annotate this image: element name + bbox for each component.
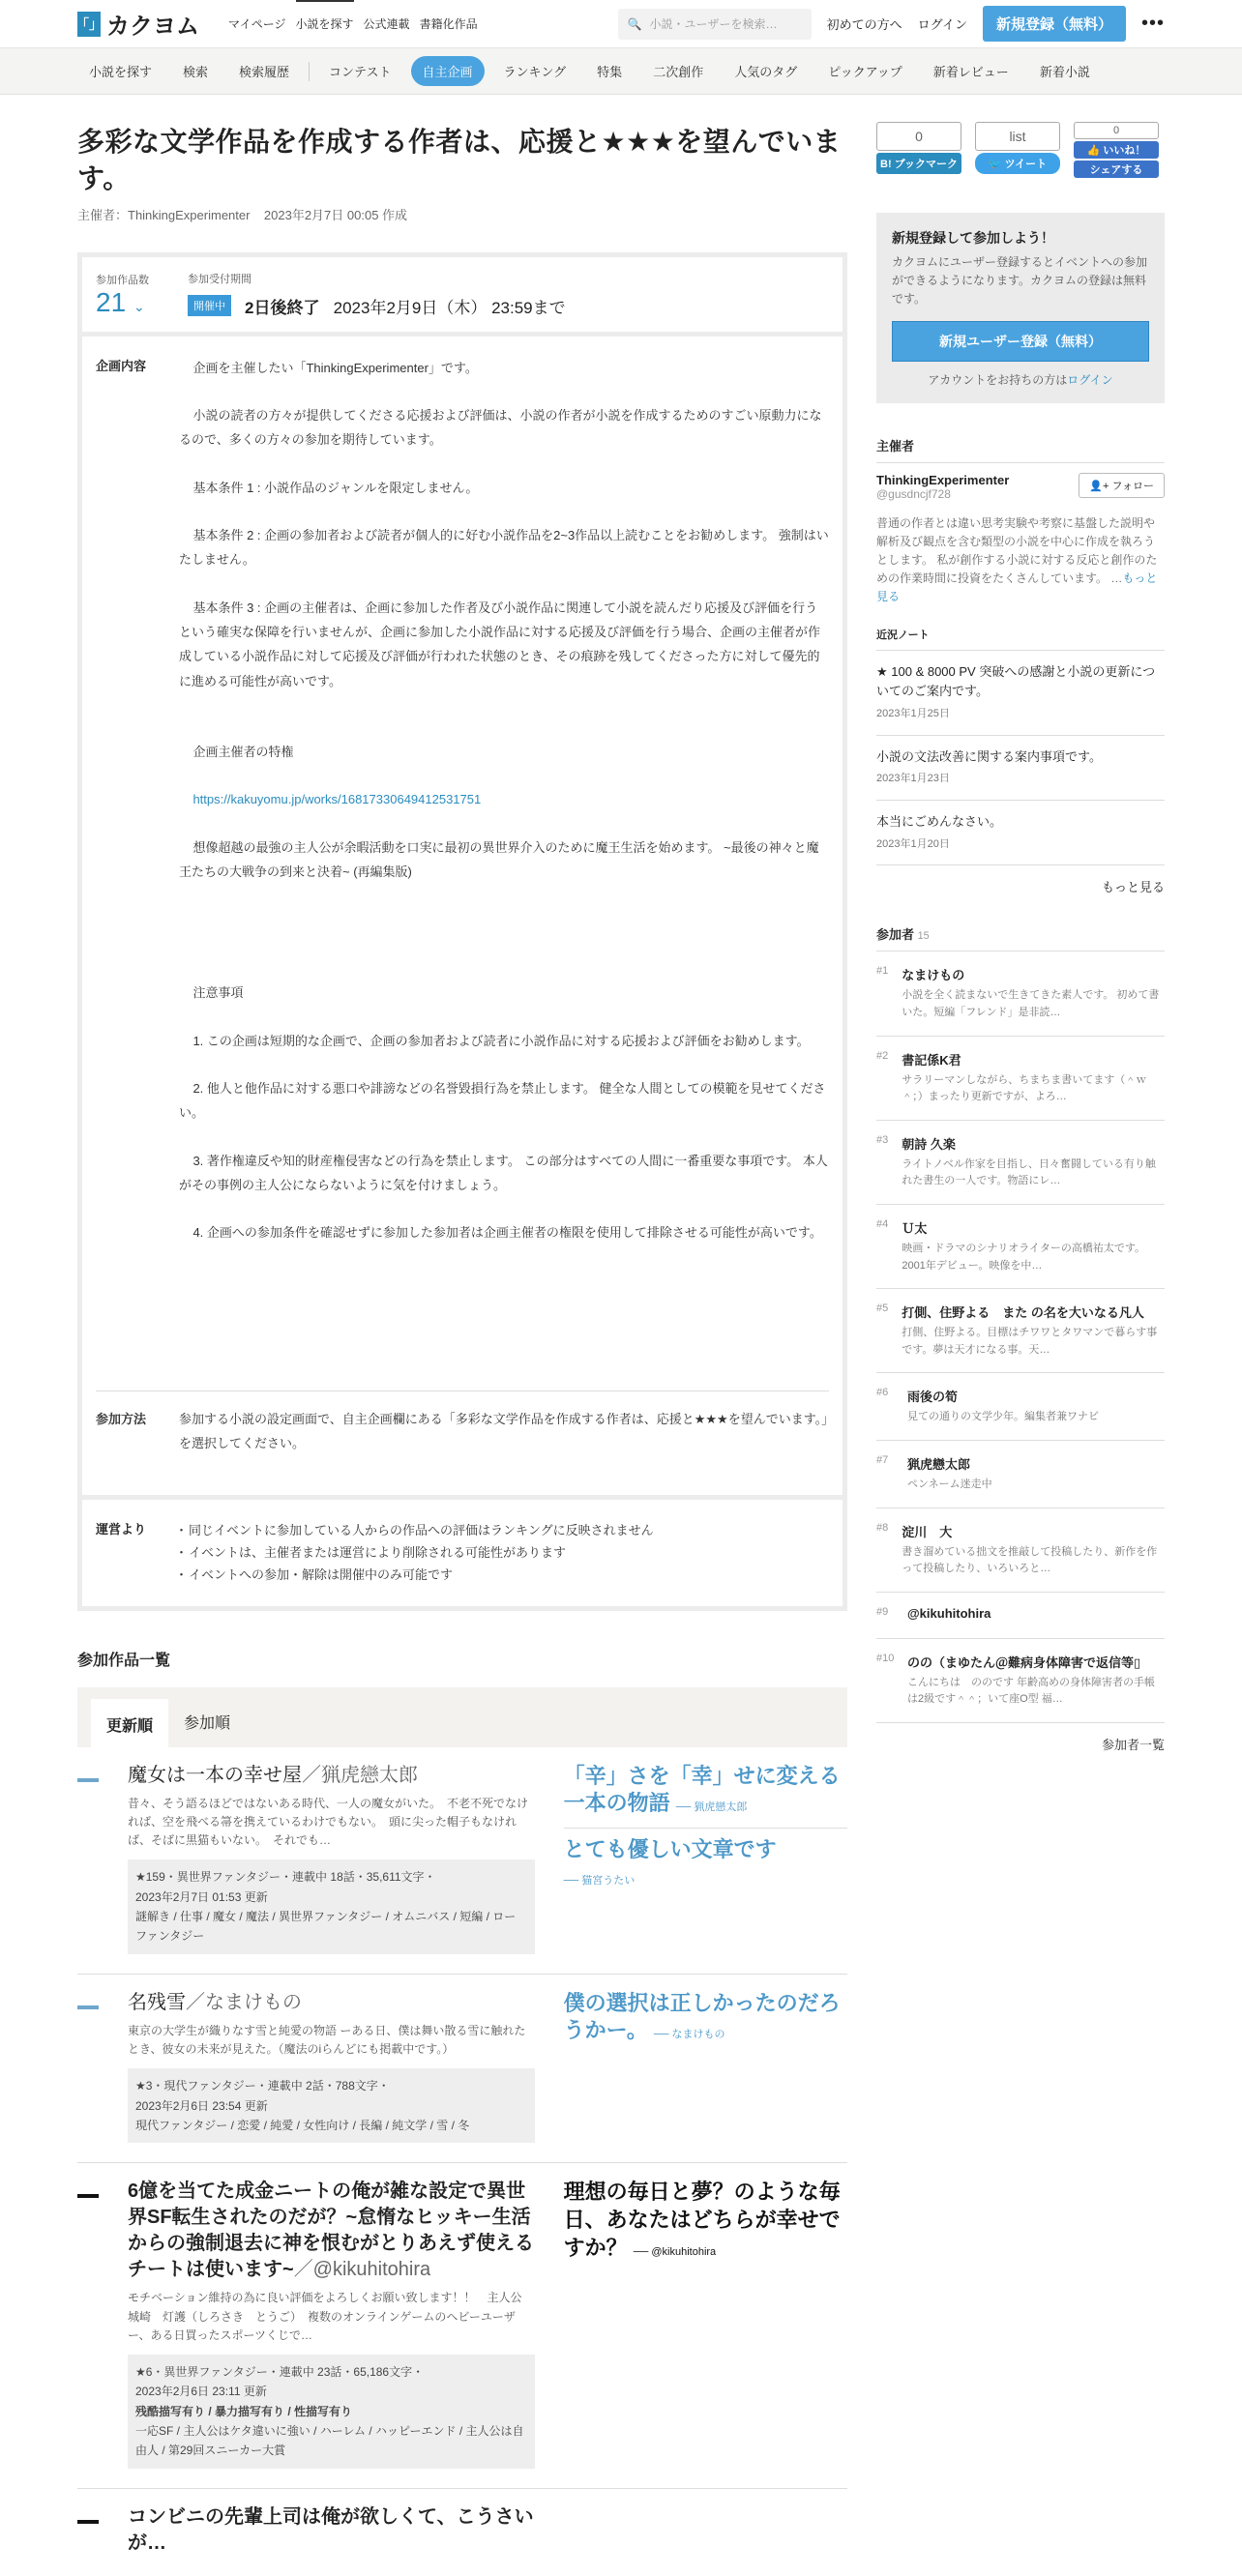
signup-box xyxy=(876,213,1165,403)
review-item[interactable] xyxy=(564,1836,847,1891)
first-time-link[interactable]: 初めての方へ xyxy=(826,17,902,32)
subnav-features[interactable]: 特集 xyxy=(597,65,623,79)
note-title: ★ 100 & 8000 PV 突破への感謝と小説の更新についてのご案内です。 xyxy=(876,663,1156,699)
nav-search-novels[interactable]: 小説を探す xyxy=(296,0,354,47)
period-label: 参加受付期間 xyxy=(188,273,251,285)
participant-rank: #8 xyxy=(876,1521,889,1534)
body-p5: 基本条件 3 : 企画の主催者は、企画に参加した作者及び小説作品に関連して小説を読んだり応援及び評価を行うという確実な保障を行いませんが、企画に参加した小説作品に対する応援及び評価を行う場合、企画の主催者が作成している小説作品に対して応援及び評価が行われた状態のとき、その痕跡を残してくださった方に対して優先的に進める可能性が高いです。 xyxy=(179,600,821,688)
how-text: 参加する小説の設定画面で、自主企画欄にある「多彩な文学作品を作成する作者は、応援と★★★を望んでいます。」を選択してください。 xyxy=(179,1411,828,1451)
thumbs-up-icon: 👍 xyxy=(1086,144,1101,157)
body-privilege: 企画主催者の特権 xyxy=(192,745,294,760)
work-author[interactable]: ／猟虎戀太郎 xyxy=(302,1764,418,1786)
event-card xyxy=(77,252,847,1611)
entries-count: 21 xyxy=(96,286,127,317)
tweet-label: ツイート xyxy=(1004,159,1048,170)
work-title[interactable]: 名残雪 xyxy=(128,1991,186,2013)
work-item xyxy=(77,1747,847,1975)
participant-desc: 見ての通りの文学少年。編集者兼ワナビ xyxy=(907,1411,1099,1423)
subnav-pickup[interactable]: ピックアップ xyxy=(828,65,902,79)
body-p3: 基本条件 1 : 小説作品のジャンルを限定しません。 xyxy=(192,480,479,495)
how-label: 参加方法 xyxy=(96,1411,147,1426)
body-rule1: 1. この企画は短期的な企画で、企画の参加者および読者に小説作品に対する応援および評価をお勧めします。 xyxy=(192,1033,810,1048)
body-link[interactable]: https://kakuyomu.jp/works/16817330649412531751 xyxy=(192,792,482,807)
note-date: 2023年1月25日 xyxy=(876,708,950,720)
body-p8: 想像超越の最強の主人公が余暇活動を口実に最初の異世界介入のために魔王生活を始めます。 ~最後の神々と魔王たちの大戦争の到来と決着~ (再編集版) xyxy=(179,839,819,880)
kakuyomu-logo[interactable]: 「」 カクヨム xyxy=(77,7,199,41)
work-stats: ★6・異世界ファンタジー・連載中 23話・65,186文字・ xyxy=(135,2364,425,2379)
ops-item: ・ 同じイベントに参加している人からの作品への評価はランキングに反映されません xyxy=(179,1519,654,1541)
work-tags: 謎解き / 仕事 / 魔女 / 魔法 / 異世界ファンタジー / オムニバス / 短編 / ローファンタジー xyxy=(135,1910,517,1944)
remaining-text: 2日後終了 xyxy=(245,298,320,317)
review-title: 「辛」さを「幸」せに変える一本の物語 xyxy=(563,1763,841,1816)
work-marker xyxy=(77,1778,99,1782)
ops-item: ・ イベントへの参加・解除は開催中のみ可能です xyxy=(179,1564,654,1586)
share-buttons xyxy=(876,122,1165,178)
participant-rank: #7 xyxy=(876,1454,889,1466)
participant-name: 朝詩 久楽 xyxy=(902,1136,956,1152)
more-menu-icon[interactable]: ••• xyxy=(1140,13,1165,34)
chevron-down-icon[interactable]: ⌄ xyxy=(133,298,145,314)
note-item[interactable] xyxy=(876,651,1165,736)
sidebar xyxy=(876,124,1165,2576)
work-title[interactable]: 魔女は一本の幸せ屋 xyxy=(128,1764,302,1786)
participant-item[interactable] xyxy=(876,1441,1165,1508)
account-text: アカウントをお持ちの方は xyxy=(928,372,1068,387)
work-item xyxy=(77,2163,847,2489)
logo-mark-icon: 「」 xyxy=(77,12,101,37)
participant-desc: こんにちは ののです 年齢高めの身体障害者の手帳は2級です＾＾；いて座O型 福… xyxy=(907,1676,1156,1706)
tab-updated[interactable]: 更新順 xyxy=(91,1699,168,1747)
review-title: 理想の毎日と夢？のような毎日、あなたはどちらが幸せですか？ xyxy=(563,2180,841,2260)
subnav-fanfic[interactable]: 二次創作 xyxy=(653,65,704,79)
review-title: 僕の選択は正しかったのだろうかー。 xyxy=(563,1990,841,2043)
work-author[interactable]: ／@kikuhitohira xyxy=(293,2259,431,2281)
body-p2: 小説の読者の方々が提供してくださる応援および評価は、小説の作者が小説を作成するためのすごい原動力になるので、多くの方々の参加を期待しています。 xyxy=(179,407,822,448)
participant-item[interactable] xyxy=(876,1639,1165,1723)
participant-rank: #2 xyxy=(876,1049,889,1062)
work-tags: 現代ファンタジー / 恋愛 / 純愛 / 女性向け / 長編 / 純文学 / 雪 / 冬 xyxy=(135,2118,470,2132)
hatena-count: 0 xyxy=(876,122,961,151)
participant-rank: #9 xyxy=(876,1605,889,1618)
participants-title: 参加者 xyxy=(876,927,915,943)
participants-list-link[interactable]: 参加者一覧 xyxy=(1101,1737,1165,1752)
participant-desc: 打側、住野よる。目標はチワワとタワマンで暮らす事です。夢は天才になる事。天… xyxy=(902,1327,1158,1356)
event-title: 多彩な文学作品を作成する作者は、応援と★★★を望んでいます。 xyxy=(77,127,842,193)
subnav-contest[interactable]: コンテスト xyxy=(329,65,392,79)
work-info xyxy=(128,2355,535,2469)
body-p1: 企画を主催したい「ThinkingExperimenter」です。 xyxy=(192,360,478,375)
follow-button[interactable] xyxy=(1079,473,1165,498)
tweet-count: list xyxy=(975,122,1060,151)
work-item xyxy=(77,2489,847,2576)
work-stats: ★159・異世界ファンタジー・連載中 18話・35,611文字・ xyxy=(135,1870,436,1885)
nav-books[interactable]: 書籍化作品 xyxy=(419,17,478,31)
participant-name: @kikuhitohira xyxy=(907,1605,991,1621)
participant-rank: #4 xyxy=(876,1218,889,1231)
share-button[interactable]: シェアする xyxy=(1074,161,1159,178)
nav-official[interactable]: 公式連載 xyxy=(363,17,410,31)
work-updated: 2023年2月7日 01:53 更新 xyxy=(135,1889,268,1904)
participant-desc: ペンネーム迷走中 xyxy=(907,1478,992,1490)
signup-button[interactable]: 新規ユーザー登録（無料） xyxy=(892,321,1149,362)
divider xyxy=(309,62,310,81)
work-title[interactable]: 6億を当てた成金ニートの俺が雑な設定で異世界SF転生されたのだが？~怠惰なヒッキー生活からの強制退去に神を恨むがとりあえず使えるチートは使います~ xyxy=(128,2181,534,2281)
work-warnings: 残酷描写有り / 暴力描写有り / 性描写有り xyxy=(135,2404,353,2418)
note-title: 本当にごめんなさい。 xyxy=(876,814,1003,830)
works-heading: 参加作品一覧 xyxy=(77,1652,171,1669)
deadline-text: 2023年2月9日（木） 23:59まで xyxy=(333,298,566,317)
bio-more-link[interactable]: もっと見る xyxy=(876,571,1158,604)
ops-label: 運営より xyxy=(96,1521,147,1537)
user-plus-icon: 👤+ xyxy=(1089,480,1109,492)
notes-heading: 近況ノート xyxy=(876,627,1165,651)
participants-list xyxy=(876,951,1165,1723)
organizer-id: @gusdncjf728 xyxy=(876,486,951,501)
note-item[interactable] xyxy=(876,801,1165,865)
review-author: ── @kikuhitohira xyxy=(633,2245,717,2258)
review-author: ── なまけもの xyxy=(653,2029,725,2041)
review-author: ── 猫宮うたい xyxy=(563,1875,636,1888)
review-title: とても優しい文章です xyxy=(563,1836,777,1861)
participants-count: 15 xyxy=(917,930,930,943)
participant-desc: サラリーマンしながら、ちまちま書いてます（＾ｗ＾；）まったり更新ですが、よろ… xyxy=(902,1073,1147,1103)
work-item xyxy=(77,1975,847,2164)
content-label: 企画内容 xyxy=(96,358,147,373)
participants-heading xyxy=(876,924,1165,951)
subnav-new-reviews[interactable]: 新着レビュー xyxy=(932,65,1009,79)
participant-name: 淀川 大 xyxy=(902,1524,953,1539)
login-link[interactable]: ログイン xyxy=(917,17,967,32)
work-tags: 一応SF / 主人公はケタ違いに強い / ハーレム / ハッピーエンド / 主人公は自由人 / 第29回スニーカー大賞 xyxy=(135,2424,524,2458)
participant-name: 雨後の筍 xyxy=(907,1390,959,1405)
global-header xyxy=(0,0,1242,48)
sub-nav xyxy=(0,48,1242,95)
work-excerpt: モチベーション維持の為に良い評価をよろしくお願い致します！！ 主人公 城崎 灯護（しろさき とうご） 複数のオンラインゲームのヘビーユーザー、ある日買ったスポーツくじで… xyxy=(128,2291,534,2342)
main-column xyxy=(77,124,847,2576)
bird-icon: 🐦 xyxy=(988,158,1002,170)
participant-rank: #5 xyxy=(876,1303,889,1315)
work-marker xyxy=(77,2005,99,2009)
participant-item[interactable] xyxy=(876,1508,1165,1593)
subnav-ranking[interactable]: ランキング xyxy=(503,65,567,79)
review-item[interactable] xyxy=(564,2179,847,2262)
like-button[interactable] xyxy=(1074,141,1159,159)
ops-item: ・ イベントは、主催者または運営により削除される可能性があります xyxy=(179,1541,654,1564)
work-stats: ★3・現代ファンタジー・連載中 2話・788文字・ xyxy=(135,2079,390,2093)
participant-rank: #1 xyxy=(876,965,889,978)
like-label: いいね！ xyxy=(1103,145,1146,157)
work-updated: 2023年2月6日 23:54 更新 xyxy=(135,2098,268,2113)
work-updated: 2023年2月6日 23:11 更新 xyxy=(135,2385,267,2399)
work-excerpt: 昔々、そう語るほどではないある時代、一人の魔女がいた。 不老不死でなければ、空を飛べる箒を携えているわけでもない。 頭に尖った帽子もなければ、そばに黒猫もいない。 それでも… xyxy=(128,1796,529,1848)
participant-item[interactable] xyxy=(876,1205,1165,1289)
participant-name: 猟虎戀太郎 xyxy=(907,1457,971,1472)
entries-label: 参加作品数 xyxy=(96,274,149,286)
participant-item[interactable] xyxy=(876,1373,1165,1441)
hatena-button[interactable]: B! ブックマーク xyxy=(876,153,961,174)
participant-desc: 映画・ドラマのシナリオライターの高橋祐太です。2001年デビュー。映像を中… xyxy=(902,1243,1146,1272)
participant-item[interactable] xyxy=(876,1121,1165,1205)
organizer-profile xyxy=(876,463,1165,607)
organizer-label[interactable]: 主催者：ThinkingExperimenter xyxy=(77,207,251,222)
participant-name: 書記係K君 xyxy=(902,1052,961,1068)
work-excerpt: 東京の大学生が織りなす雪と純愛の物語 ーある日、僕は舞い散る雪に触れたとき、彼女の未来が見えた。（魔法のiらんどにも掲載中です。） xyxy=(128,2023,526,2056)
participant-name: 打側、住野よる また の名を大いなる凡人 xyxy=(902,1305,1144,1321)
work-author[interactable]: ／なまけもの xyxy=(186,1991,302,2013)
signup-title: 新規登録して参加しよう！ xyxy=(892,230,1054,246)
work-info xyxy=(128,1859,535,1954)
participant-rank: #3 xyxy=(876,1133,889,1146)
subnav-tags[interactable]: 人気のタグ xyxy=(734,65,798,79)
login-link[interactable]: ログイン xyxy=(1067,372,1113,387)
note-item[interactable] xyxy=(876,736,1165,801)
participant-rank: #10 xyxy=(876,1652,895,1664)
participant-desc: ライトノベル作家を目指し、日々奮闘している有り触れた書生の一人です。物語にレ… xyxy=(902,1157,1156,1187)
body-rule2: 2. 他人と他作品に対する悪口や誹謗などの名誉毀損行為を禁止します。 健全な人間としての模範を見せてください。 xyxy=(179,1081,826,1121)
fb-count: 0 xyxy=(1074,122,1159,139)
body-rule3: 3. 著作権違反や知的財産権侵害などの行為を禁止します。 この部分はすべての人間に一番重要な事項です。 本人がその事例の主人公にならないように気を付けましょう。 xyxy=(179,1153,828,1193)
participant-item[interactable] xyxy=(876,951,1165,1036)
subnav-user-events[interactable]: 自主企画 xyxy=(411,56,485,86)
subnav-new-novels[interactable]: 新着小説 xyxy=(1039,65,1090,79)
created-date: 2023年2月7日 00:05 作成 xyxy=(263,207,408,222)
works-tabs xyxy=(77,1687,847,1747)
participant-desc: 小説を全く読まないで生きてきた素人です。 初めて書いた。短編「フレンド」是非読… xyxy=(902,989,1160,1019)
review-item[interactable] xyxy=(564,1763,847,1818)
organizer-heading: 主催者 xyxy=(876,436,1165,463)
note-title: 小説の文法改善に関する案内事項です。 xyxy=(876,748,1102,764)
search-input[interactable]: 🔍 小説・ユーザーを検索… xyxy=(618,9,812,40)
tab-joined[interactable]: 参加順 xyxy=(184,1714,231,1732)
body-rule4: 4. 企画への参加条件を確認せずに参加した参加者は企画主催者の権限を使用して排除させる可能性が高いです。 xyxy=(192,1225,822,1241)
participant-rank: #6 xyxy=(876,1387,889,1399)
participant-name: なまけもの xyxy=(902,968,965,983)
register-button[interactable]: 新規登録（無料） xyxy=(983,6,1126,42)
work-info xyxy=(128,2068,535,2143)
subnav-history[interactable]: 検索履歴 xyxy=(239,65,290,79)
work-marker xyxy=(77,2520,99,2524)
subnav-search[interactable]: 検索 xyxy=(183,65,209,79)
follow-label: フォロー xyxy=(1111,480,1154,492)
organizer-name[interactable]: ThinkingExperimenter xyxy=(876,472,1010,487)
review-item[interactable] xyxy=(564,1990,847,2045)
review-author: ── 猟虎戀太郎 xyxy=(675,1801,748,1814)
body-caution: 注意事項 xyxy=(192,985,244,1001)
signup-text: カクヨムにユーザー登録するとイベントへの参加ができるようになります。カクヨムの登録は無料です。 xyxy=(892,255,1148,307)
note-date: 2023年1月23日 xyxy=(876,773,950,785)
tweet-button[interactable] xyxy=(975,153,1060,174)
global-nav xyxy=(228,0,478,47)
organizer-bio: 普通の作者とは違い思考実験や考察に基盤した説明や解析及び観点を含む類型の小説を中心に作成を執ろうとします。 私が創作する小説に対する反応と創作のための作業時間に投資をたくさんしています。 … xyxy=(876,515,1158,586)
participant-item[interactable] xyxy=(876,1593,1165,1639)
note-date: 2023年1月20日 xyxy=(876,837,950,850)
search-icon: 🔍 xyxy=(627,16,642,31)
status-badge: 開催中 xyxy=(188,295,231,316)
participant-desc: 書き溜めている拙文を推敲して投稿したり、新作を作って投稿したり、いろいろと… xyxy=(902,1545,1158,1575)
work-title[interactable]: コンビニの先輩上司は俺が欲しくて、こうさいが… xyxy=(128,2505,534,2554)
notes-more-link[interactable]: もっと見る xyxy=(1101,880,1165,895)
subnav-search-novels[interactable]: 小説を探す xyxy=(89,65,153,79)
participant-name: Ｕ太 xyxy=(902,1221,928,1237)
participant-name: のの（まゆたん＠難病身体障害で返信等▯ xyxy=(907,1654,1141,1670)
work-marker xyxy=(77,2194,99,2198)
participant-item[interactable] xyxy=(876,1289,1165,1373)
body-p4: 基本条件 2 : 企画の参加者および読者が個人的に好む小説作品を2~3作品以上読むことをお勧めします。 強制はいたしません。 xyxy=(179,527,829,568)
nav-mypage[interactable]: マイページ xyxy=(228,17,286,31)
participant-item[interactable] xyxy=(876,1037,1165,1121)
